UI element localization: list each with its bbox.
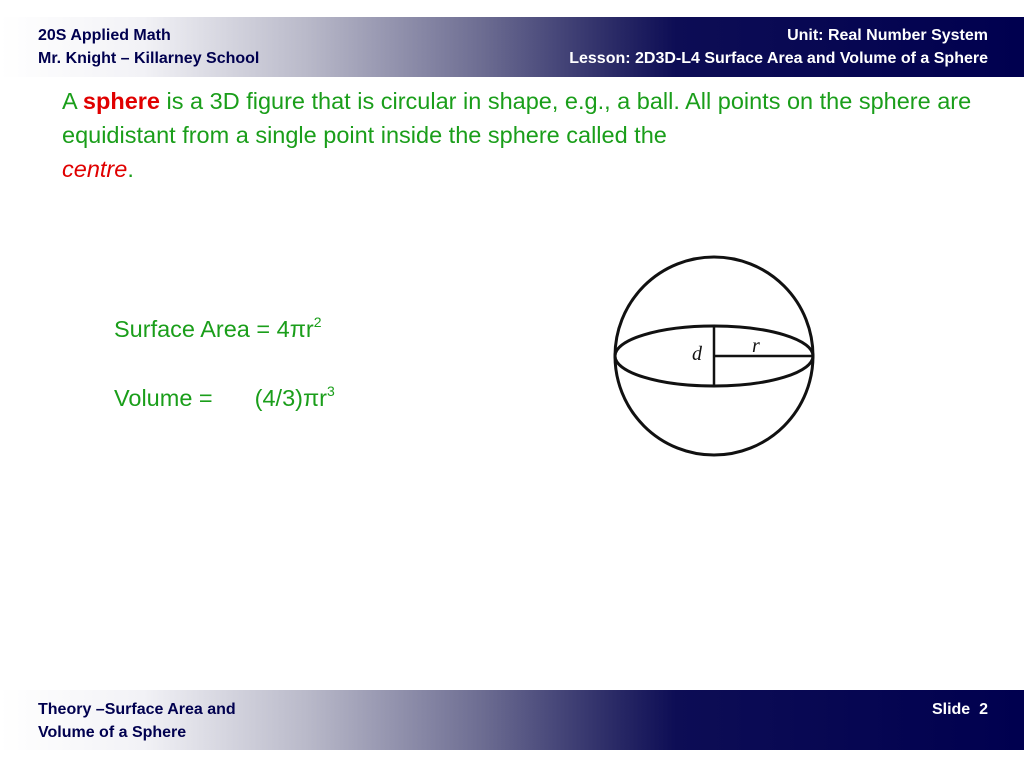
surface-area-formula bbox=[114, 314, 322, 343]
surface-area-exponent: 2 bbox=[313, 314, 322, 330]
slide-indicator bbox=[932, 698, 988, 721]
footer-topic-line1: Theory –Surface Area and bbox=[38, 701, 236, 718]
intro-suffix: . bbox=[127, 156, 134, 182]
volume-expression: (4/3)πr bbox=[254, 385, 327, 411]
unit-title: Unit: Real Number System bbox=[787, 27, 988, 44]
radius-label: r bbox=[752, 335, 760, 357]
volume-label: Volume = bbox=[114, 385, 213, 411]
lesson-title: Lesson: 2D3D-L4 Surface Area and Volume of a Sphere bbox=[569, 50, 988, 67]
sphere-diagram bbox=[606, 252, 822, 462]
surface-area-label: Surface Area = 4πr bbox=[114, 316, 314, 342]
diameter-label: d bbox=[692, 343, 702, 365]
sphere-definition bbox=[62, 84, 1002, 186]
term-centre: centre bbox=[62, 156, 128, 182]
term-sphere: sphere bbox=[82, 88, 160, 114]
intro-body: is a 3D figure that is circular in shape, e.g., a ball. All points on the sphere are equidistant from a single point inside the sphere called the bbox=[62, 88, 972, 148]
intro-prefix: A bbox=[62, 88, 83, 114]
slide-label: Slide bbox=[931, 701, 971, 718]
volume-exponent: 3 bbox=[327, 383, 335, 399]
volume-formula bbox=[114, 383, 335, 412]
teacher-name: Mr. Knight – Killarney School bbox=[38, 50, 260, 67]
course-title: 20S Applied Math bbox=[38, 27, 171, 44]
footer-topic-line2: Volume of a Sphere bbox=[38, 724, 187, 741]
slide-number: 2 bbox=[979, 701, 988, 718]
